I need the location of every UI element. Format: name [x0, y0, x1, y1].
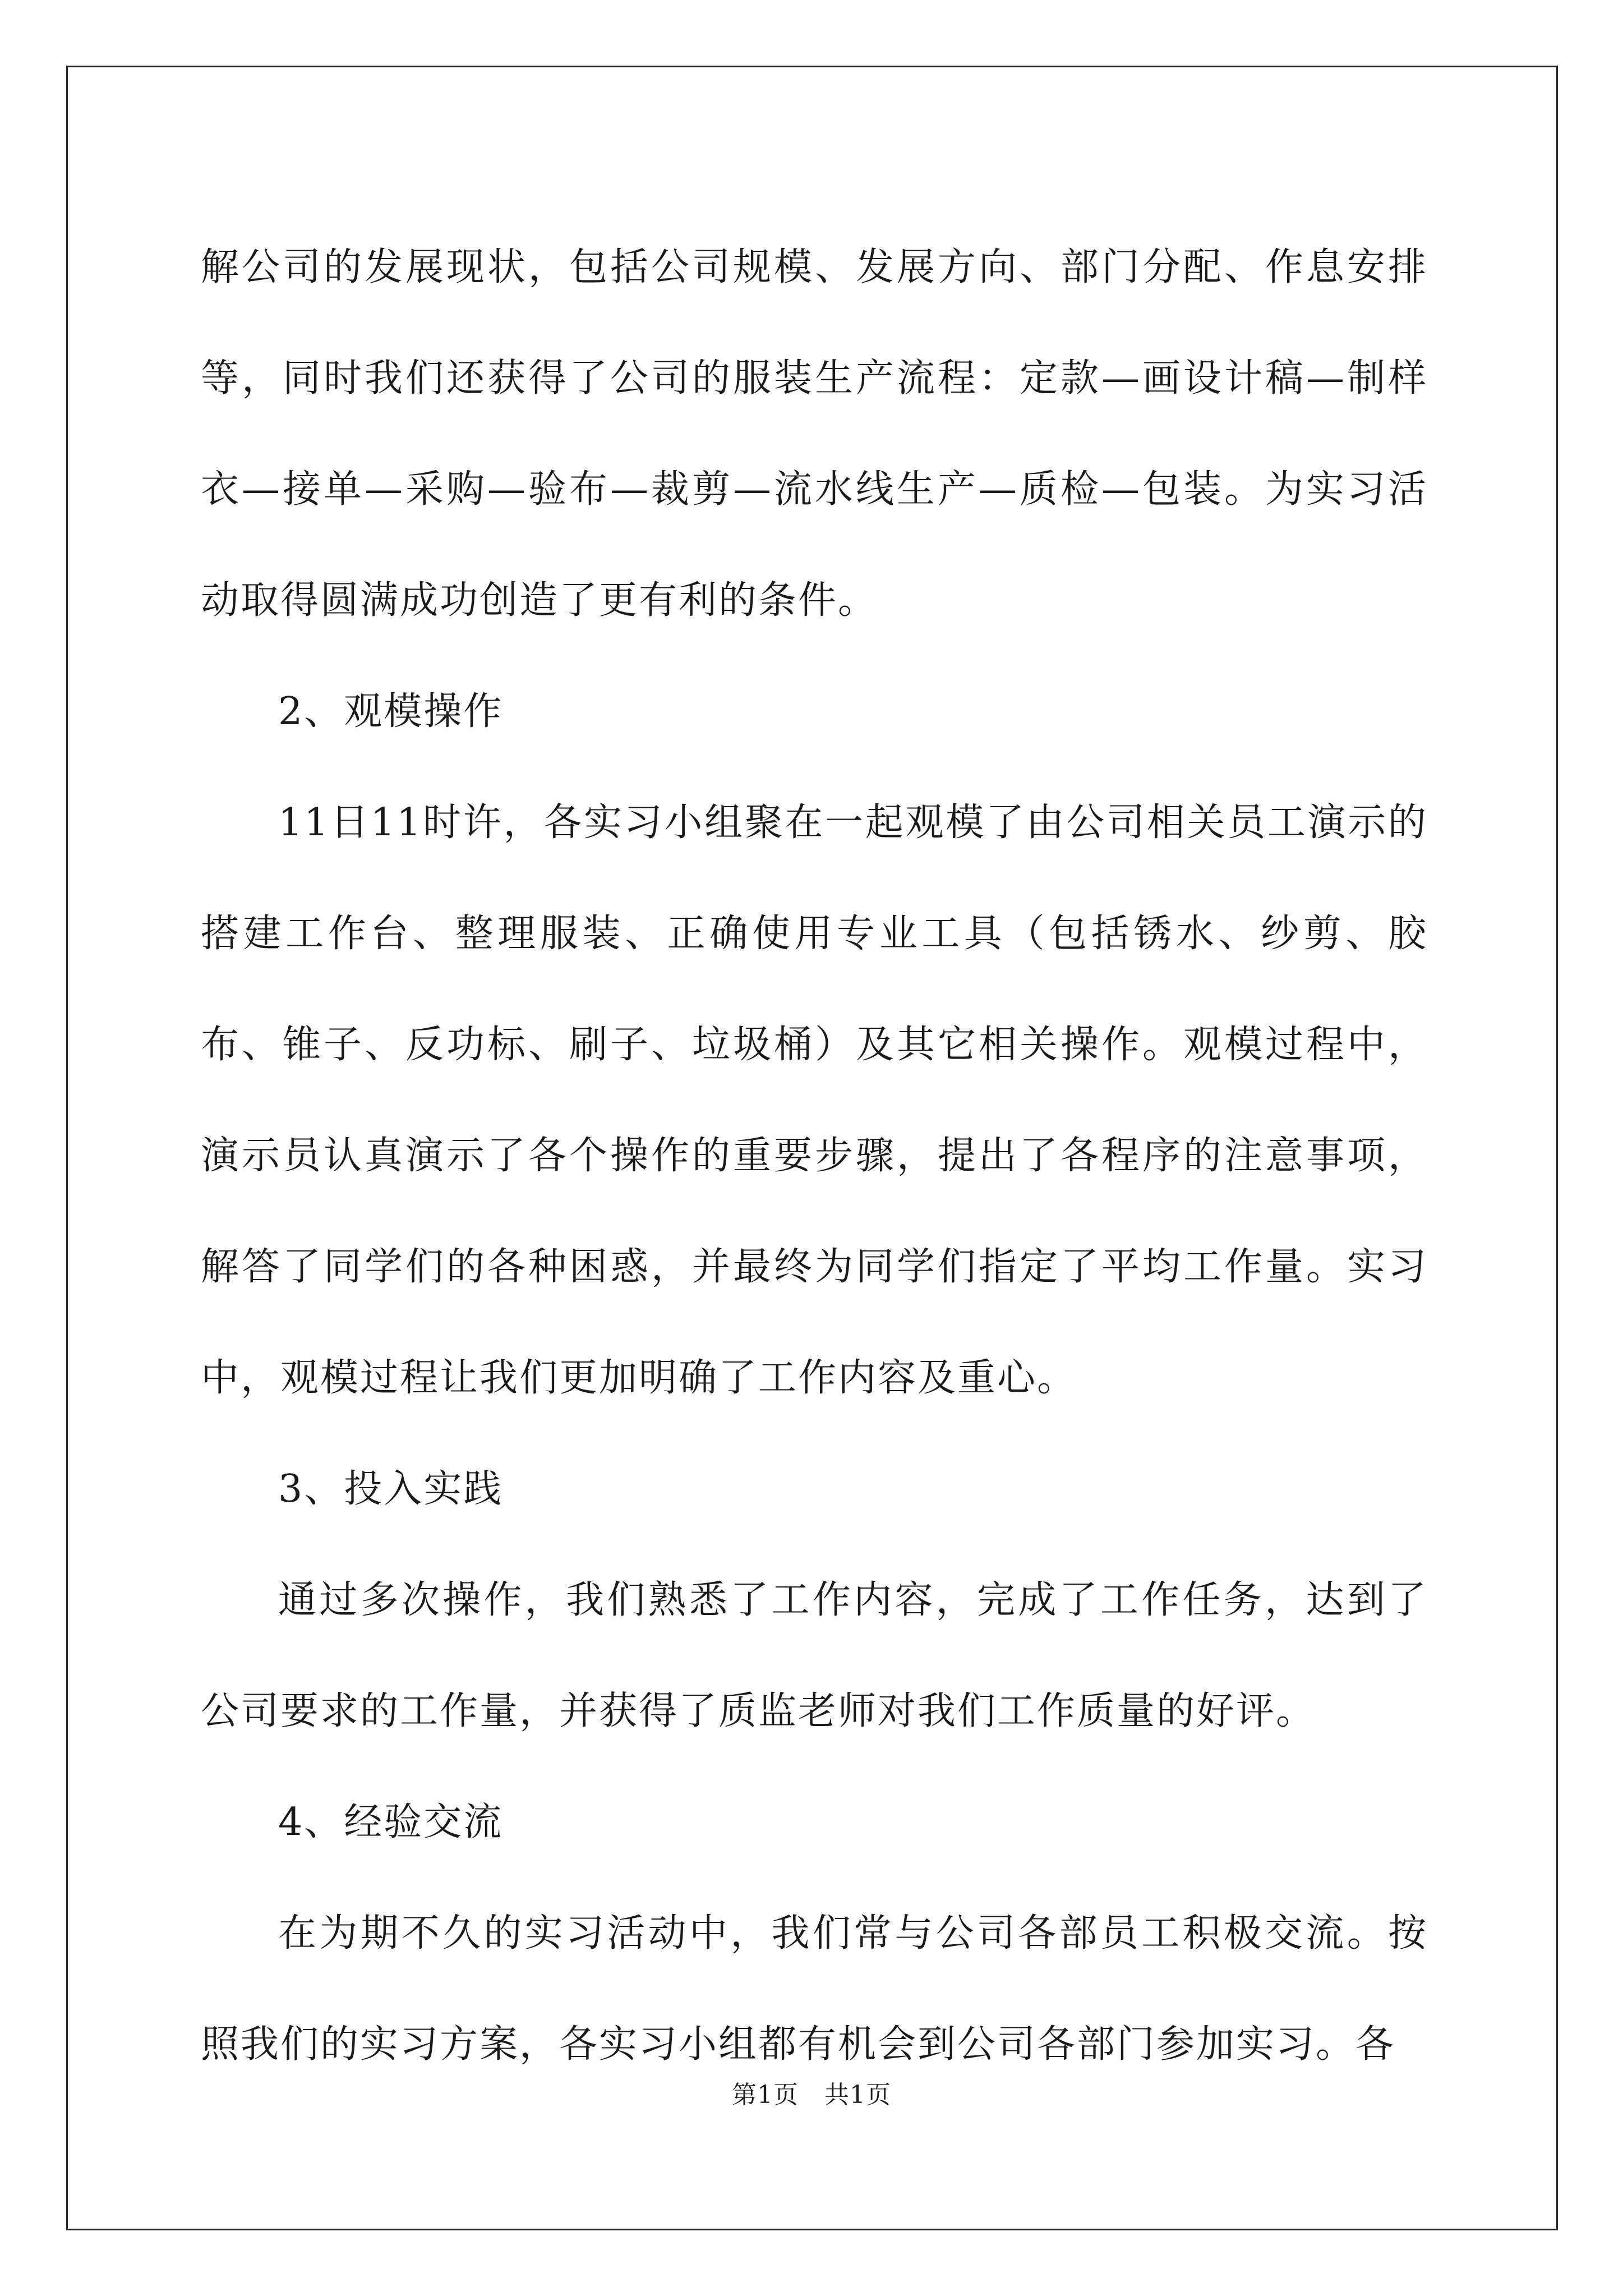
page-number-current: 第1页	[732, 2081, 799, 2109]
page-number-total: 共1页	[824, 2081, 891, 2109]
section-heading-3: 3、投入实践	[278, 1467, 504, 1511]
page-footer	[0, 2078, 1623, 2112]
paragraph-1: 解公司的发展现状，包括公司规模、发展方向、部门分配、作息安排等，同时我们还获得了公司的服装生产流程：定款—画设计稿—制样衣—接单—采购—验布—裁剪—流水线生产—质检—包装。为实习活动取得圆满成功创造了更有利的条件。	[201, 245, 1428, 623]
section-heading-4: 4、经验交流	[278, 1800, 504, 1844]
paragraph-4: 在为期不久的实习活动中，我们常与公司各部员工积极交流。按照我们的实习方案，各实习小组都有机会到公司各部门参加实习。各	[201, 1911, 1428, 2067]
paragraph-2: 11日11时许，各实习小组聚在一起观模了由公司相关员工演示的搭建工作台、整理服装、正确使用专业工具（包括锈水、纱剪、胶布、锥子、反功标、刷子、垃圾桶）及其它相关操作。观模过程中，演示员认真演示了各个操作的重要步骤，提出了各程序的注意事项，解答了同学们的各种困惑，并最终为同学们指定了平均工作量。实习中，观模过程让我们更加明确了工作内容及重心。	[201, 800, 1428, 1400]
document-body	[201, 212, 1428, 2100]
section-heading-2: 2、观模操作	[278, 689, 504, 734]
paragraph-3: 通过多次操作，我们熟悉了工作内容，完成了工作任务，达到了公司要求的工作量，并获得了质监老师对我们工作质量的好评。	[201, 1578, 1428, 1733]
